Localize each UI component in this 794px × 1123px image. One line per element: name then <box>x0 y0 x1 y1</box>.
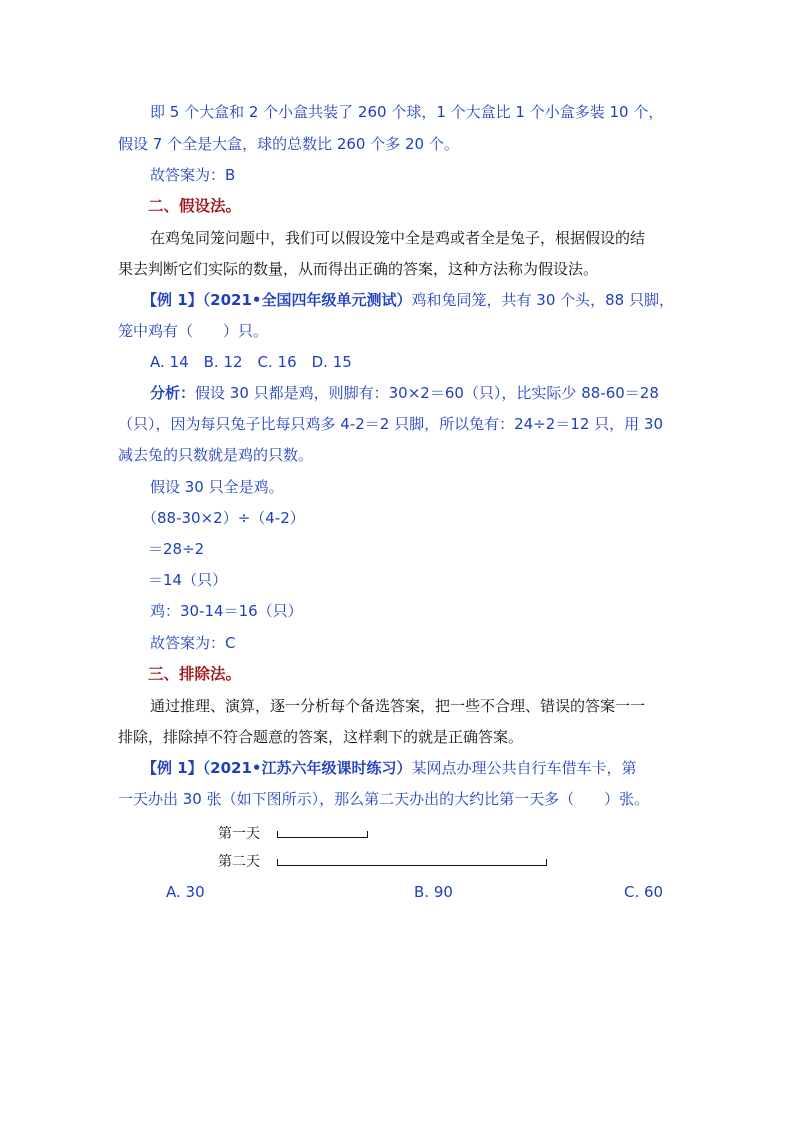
example-tag: 【例 1】 <box>142 291 203 309</box>
example-source: （2021•江苏六年级课时练习） <box>202 759 412 777</box>
assumption-desc-line-2: 果去判断它们实际的数量，从而得出正确的答案，这种方法称为假设法。 <box>118 260 599 278</box>
example-1-header <box>142 290 702 310</box>
solve-line-4: ＝14（只） <box>148 571 228 589</box>
section-heading-elimination: 三、排除法。 <box>148 665 242 683</box>
example-text: 鸡和兔同笼，共有 30 个头，88 只脚， <box>411 291 674 309</box>
example-text: 某网点办理公共自行车借车卡，第 <box>411 759 637 777</box>
section2-answer: 故答案为：C <box>150 634 236 652</box>
example-source: （2021•全国四年级单元测试） <box>202 291 412 309</box>
intro-line-2: 假设 7 个全是大盒，球的总数比 260 个多 20 个。 <box>118 135 459 153</box>
analysis-label: 分析： <box>150 384 196 402</box>
option-b: B. 90 <box>414 883 453 901</box>
day2-segment <box>277 859 547 866</box>
day2-label: 第二天 <box>218 854 260 870</box>
solve-line-2: （88-30×2）÷（4-2） <box>142 509 305 527</box>
example-1-line-2: 笼中鸡有（ ）只。 <box>118 322 269 340</box>
analysis-text: 假设 30 只都是鸡，则脚有：30×2＝60（只），比实际少 88-60＝28 <box>195 384 659 402</box>
example-2-line-2: 一天办出 30 张（如下图所示），那么第二天办出的大约比第一天多（ ）张。 <box>118 790 650 808</box>
analysis-line-1 <box>150 383 710 403</box>
day1-segment <box>277 831 368 838</box>
analysis-line-3: 减去兔的只数就是鸡的只数。 <box>118 446 314 464</box>
option-c: C. 60 <box>624 883 664 901</box>
example-1-options: A. 14 B. 12 C. 16 D. 15 <box>150 353 352 371</box>
intro-answer: 故答案为：B <box>150 166 236 184</box>
example-2-header <box>142 758 702 778</box>
intro-line-1: 即 5 个大盒和 2 个小盒共装了 260 个球，1 个大盒比 1 个小盒多装 10 个， <box>150 103 664 121</box>
solve-line-5: 鸡：30-14＝16（只） <box>150 602 303 620</box>
section-heading-assumption: 二、假设法。 <box>148 197 242 215</box>
assumption-desc-line-1: 在鸡兔同笼问题中，我们可以假设笼中全是鸡或者全是兔子，根据假设的结 <box>150 229 646 247</box>
elimination-desc-line-2: 排除，排除掉不符合题意的答案，这样剩下的就是正确答案。 <box>118 728 524 746</box>
option-a: A. 30 <box>166 883 205 901</box>
solve-line-1: 假设 30 只全是鸡。 <box>150 478 284 496</box>
solve-line-3: ＝28÷2 <box>148 540 205 558</box>
analysis-line-2: （只），因为每只兔子比每只鸡多 4-2＝2 只脚，所以兔有：24÷2＝12 只，用 30 <box>118 415 663 433</box>
elimination-desc-line-1: 通过推理、演算，逐一分析每个备选答案，把一些不合理、错误的答案一一 <box>150 697 646 715</box>
day1-label: 第一天 <box>218 826 260 842</box>
example-tag: 【例 1】 <box>142 759 203 777</box>
